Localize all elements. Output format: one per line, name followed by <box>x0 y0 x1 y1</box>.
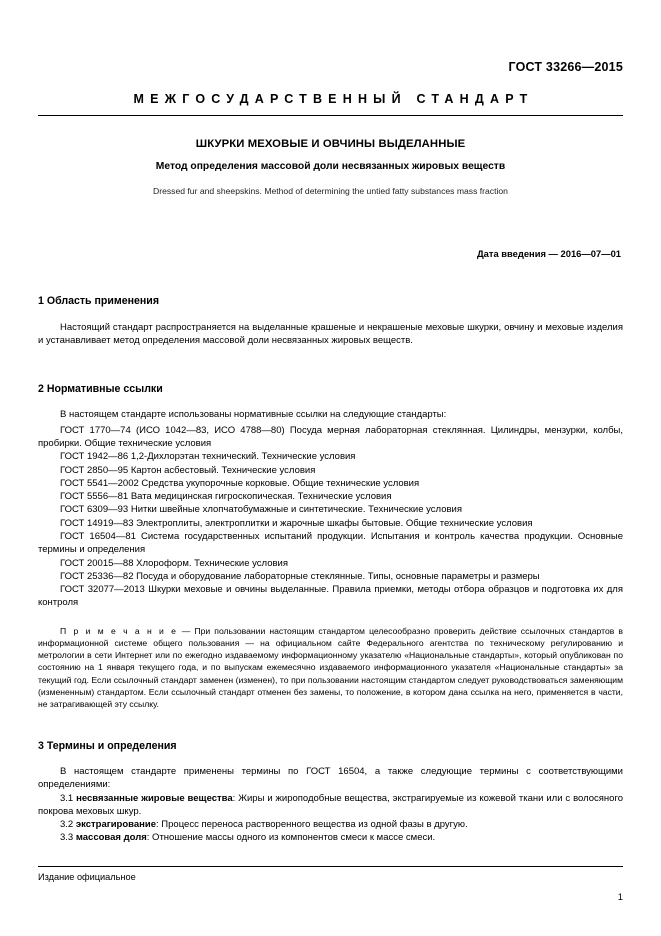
normative-reference-list <box>38 424 623 610</box>
reference-item: ГОСТ 1942—86 1,2-Дихлорэтан технический. Технические условия <box>60 451 356 463</box>
term-name: несвязанные жировые вещества <box>76 792 233 804</box>
term-item <box>38 792 623 819</box>
term-number: 3.1 <box>60 792 77 804</box>
reference-item: ГОСТ 5556—81 Вата медицинская гигроскопическая. Технические условия <box>60 491 392 503</box>
page-number: 1 <box>617 891 623 902</box>
note-text: — При пользовании настоящим стандартом целесообразно проверить действие ссылочных стандартов в информационной системе общего пользования — на официальном сайте Федерального агентства по техническому регулированию и метрологии в сети Интернет или по ежегодно издаваемому информационному указателю «Национальные стандарты», который опубликован по состоянию на 1 января текущего года, и по выпускам ежемесячно издаваемого информационного указателя «Национальные стандарты» за текущий год. Если ссылочный стандарт заменен (изменен), то при пользовании настоящим стандартом следует руководствоваться заменяющим (измененным) стандартом. Если ссылочный стандарт отменен без замены, то положение, в котором дана ссылка на него, применяется в части, не затрагивающей эту ссылку. <box>38 625 623 709</box>
section-1-heading: 1 Область применения <box>38 295 160 307</box>
header-divider <box>38 115 623 116</box>
document-subtitle: Метод определения массовой доли несвязанных жировых веществ <box>155 161 506 172</box>
reference-item: ГОСТ 25336—82 Посуда и оборудование лабораторные стеклянные. Типы, основные параметры и размеры <box>60 570 540 582</box>
section-3-lead: В настоящем стандарте применены термины по ГОСТ 16504, а также следующие термины с соответствующими определениями: <box>38 766 623 791</box>
term-item <box>38 818 623 831</box>
term-name: экстрагирование <box>75 819 157 831</box>
introduction-date: Дата введения — 2016—07—01 <box>476 248 621 259</box>
reference-item: ГОСТ 1770—74 (ИСО 1042—83, ИСО 4788—80) Посуда мерная лабораторная стеклянная. Цилиндры, мензурки, колбы, пробирки. Общие технические условия <box>38 424 623 449</box>
page-content <box>38 0 623 845</box>
term-name: массовая доля <box>75 832 147 844</box>
reference-item: ГОСТ 14919—83 Электроплиты, электроплитки и жарочные шкафы бытовые. Общие технические условия <box>60 517 533 529</box>
footer-divider <box>38 866 623 867</box>
section-2-lead: В настоящем стандарте использованы нормативные ссылки на следующие стандарты: <box>60 409 447 421</box>
document-title-english: Dressed fur and sheepskins. Method of determining the untied fatty substances mass fraction <box>153 186 508 196</box>
standard-word-heading: МЕЖГОСУДАРСТВЕННЫЙ СТАНДАРТ <box>133 92 534 106</box>
section-1-paragraph: Настоящий стандарт распространяется на выделанные крашеные и некрашеные меховые шкурки, овчину и меховые изделия и устанавливает метод определения массовой доли несвязанных жировых веществ. <box>38 322 623 347</box>
term-definition: : Отношение массы одного из компонентов смеси к массе смеси. <box>146 832 436 844</box>
note-label: П р и м е ч а н и е <box>60 625 178 636</box>
footer-edition: Издание официальное <box>38 872 136 882</box>
section-2-heading: 2 Нормативные ссылки <box>38 383 163 396</box>
section-2-note <box>38 625 623 710</box>
reference-item: ГОСТ 5541—2002 Средства укупорочные корковые. Общие технические условия <box>60 477 420 489</box>
term-definition: : Процесс переноса растворенного вещества из одной фазы в другую. <box>156 819 468 831</box>
reference-item: ГОСТ 2850—95 Картон асбестовый. Технические условия <box>60 464 316 476</box>
reference-item: ГОСТ 16504—81 Система государственных испытаний продукции. Испытания и контроль качества продукции. Основные термины и определения <box>38 530 623 556</box>
terms-list <box>38 792 623 845</box>
document-code: ГОСТ 33266—2015 <box>508 60 623 74</box>
section-terms-definitions <box>38 740 623 845</box>
term-item <box>38 831 623 844</box>
section-scope <box>38 295 623 347</box>
reference-item: ГОСТ 6309—93 Нитки швейные хлопчатобумажные и синтетические. Технические условия <box>60 504 462 516</box>
reference-item: ГОСТ 20015—88 Хлороформ. Технические условия <box>60 557 288 569</box>
term-number: 3.2 <box>60 819 76 831</box>
term-number: 3.3 <box>60 832 76 844</box>
document-title: ШКУРКИ МЕХОВЫЕ И ОВЧИНЫ ВЫДЕЛАННЫЕ <box>195 138 466 150</box>
reference-item: ГОСТ 32077—2013 Шкурки меховые и овчины выделанные. Правила приемки, методы отбора образцов и подготовка их для контроля <box>38 584 623 609</box>
section-normative-references <box>38 383 623 710</box>
section-3-heading: 3 Термины и определения <box>38 740 177 753</box>
term-definition: : Жиры и жироподобные вещества, экстрагируемые из кожевой ткани или с волосяного покрова меховых шкур. <box>38 792 623 817</box>
